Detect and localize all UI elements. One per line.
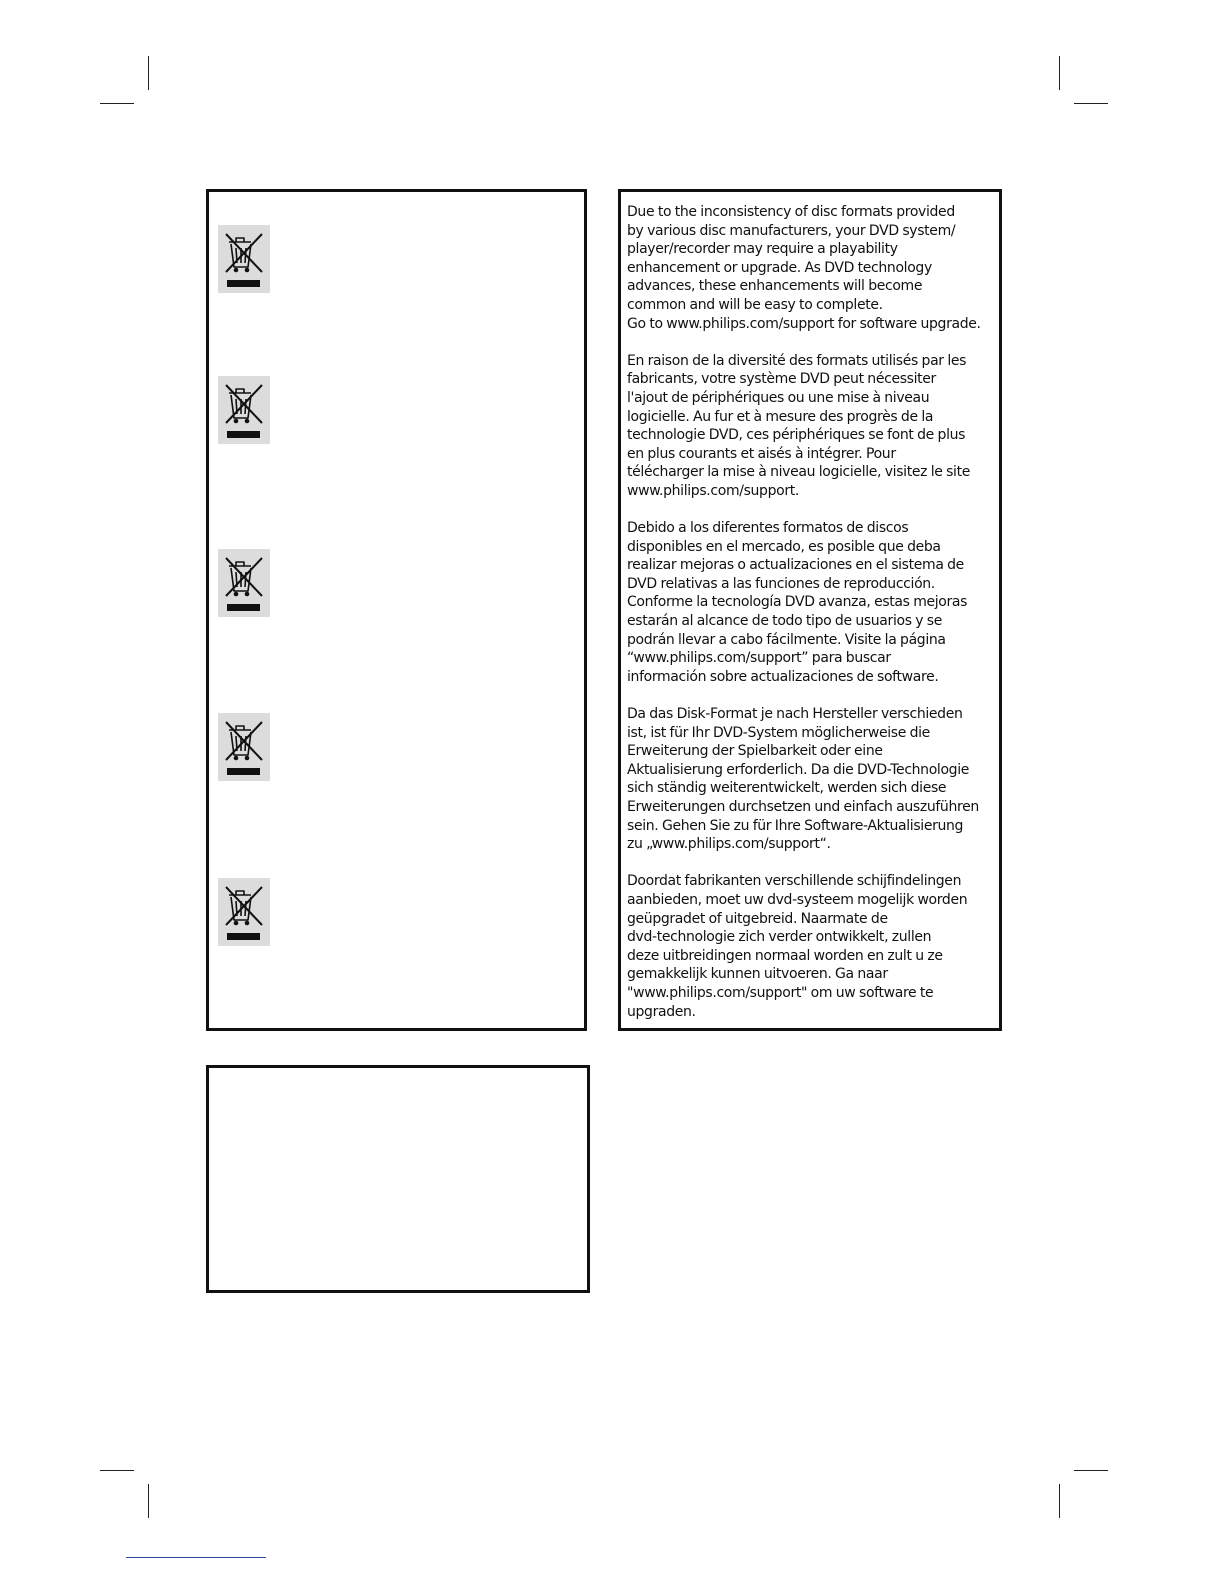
crossed-out-wheelie-bin-icon: [218, 549, 270, 617]
notice-dutch: Doordat fabrikanten verschillende schijfindelingen aanbieden, moet uw dvd-systeem mogelijk worden geüpgradet of uitgebreid. Naarmate de dvd-technologie zich verder ontwikkelt, zullen deze uitbreidingen normaal worden en zult u ze gemakkelijk kunnen uitvoeren. Ga naar "www.philips.com/support" om uw software te upgraden.: [627, 873, 968, 1020]
recycling-symbols-panel: [206, 189, 587, 1031]
notice-text: [627, 203, 999, 1021]
crop-mark-top-right-vertical: [1059, 56, 1060, 90]
crop-mark-top-right-horizontal: [1074, 103, 1108, 104]
software-upgrade-notice: [618, 189, 1002, 1031]
bottom-rule: [126, 1557, 266, 1558]
crop-mark-top-left-horizontal: [100, 103, 134, 104]
notice-english: Due to the inconsistency of disc formats provided by various disc manufacturers, your DVD system/ player/recorder may require a playability enhancement or upgrade. As DVD technology advances, these enhancements will become common and will be easy to complete. Go to www.philips.com/support for software upgrade.: [627, 204, 981, 332]
crossed-out-wheelie-bin-icon: [218, 878, 270, 946]
crossed-out-wheelie-bin-icon: [218, 225, 270, 293]
crop-mark-bottom-left-horizontal: [100, 1470, 134, 1471]
crop-mark-bottom-right-horizontal: [1074, 1470, 1108, 1471]
crop-mark-top-left-vertical: [148, 56, 149, 90]
notice-french: En raison de la diversité des formats utilisés par les fabricants, votre système DVD peut nécessiter l'ajout de périphériques ou une mise à niveau logicielle. Au fur et à mesure des progrès de la technologie DVD, ces périphériques se font de plus en plus courants et aisés à intégrer. Pour télécharger la mise à niveau logicielle, visitez le site www.philips.com/support.: [627, 352, 970, 499]
notice-german: Da das Disk-Format je nach Hersteller verschieden ist, ist für Ihr DVD-System möglicherweise die Erweiterung der Spielbarkeit oder eine Aktualisierung erforderlich. Da die DVD-Technologie sich ständig weiterentwickelt, werden sich diese Erweiterungen durchsetzen und einfach auszuführen sein. Gehen Sie zu für Ihre Software-Aktualisierung zu „www.philips.com/support“.: [627, 706, 979, 853]
crossed-out-wheelie-bin-icon: [218, 376, 270, 444]
crop-mark-bottom-left-vertical: [148, 1484, 149, 1518]
crossed-out-wheelie-bin-icon: [218, 713, 270, 781]
notice-spanish: Debido a los diferentes formatos de discos disponibles en el mercado, es posible que deba realizar mejoras o actualizaciones en el sistema de DVD relativas a las funciones de reproducción. Conforme la tecnología DVD avanza, estas mejoras estarán al alcance de todo tipo de usuarios y se podrán llevar a cabo fácilmente. Visite la página “www.philips.com/support” para buscar información sobre actualizaciones de software.: [627, 520, 968, 685]
empty-panel: [206, 1065, 590, 1293]
crop-mark-bottom-right-vertical: [1059, 1484, 1060, 1518]
